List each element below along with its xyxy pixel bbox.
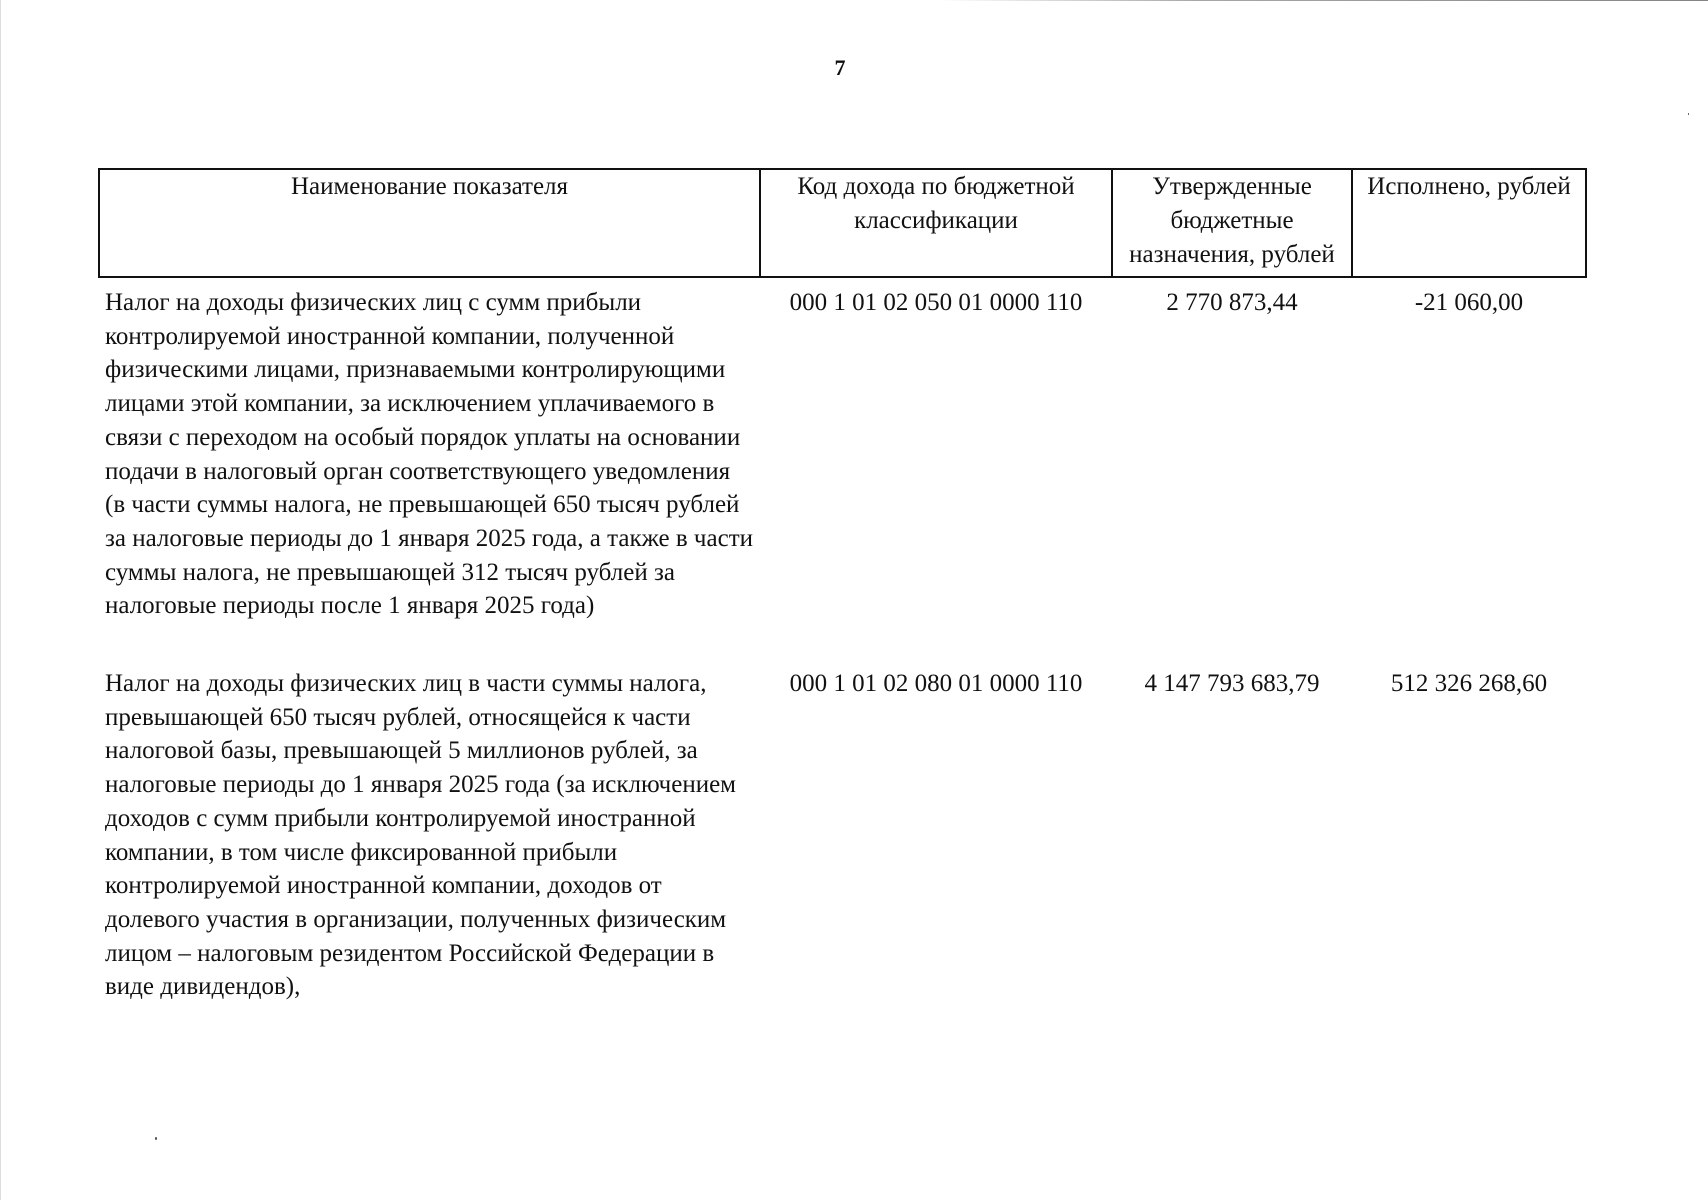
- approved-amount-cell: 2 770 873,44: [1166, 289, 1298, 316]
- budget-income-table: [98, 168, 1587, 1004]
- header-indicator-name: Наименование показателя: [99, 169, 760, 277]
- header-income-code: Код дохода по бюджетной классификации: [760, 169, 1112, 277]
- scan-left-edge: [0, 0, 1, 1200]
- header-executed-amount: Исполнено, рублей: [1352, 169, 1586, 277]
- executed-amount-cell: -21 060,00: [1414, 289, 1524, 316]
- header-row: [99, 169, 1586, 277]
- indicator-name-cell: Налог на доходы физических лиц в части суммы налога, превышающей 650 тысяч рублей, относящейся к части налоговой базы, превышающей 5 миллионов рублей, за налоговые периоды до 1 января 2025 года (за исключением доходов с сумм прибыли контролируемой иностранной компании, в том числе фиксированной прибыли контролируемой иностранной компании, доходов от долевого участия в организации, полученных физическим лицом – налоговым резидентом Российской Федерации в виде дивидендов),: [105, 670, 737, 1001]
- scan-top-edge: [0, 0, 1708, 1]
- header-approved-amount: Утвержденные бюджетные назначения, рублей: [1112, 169, 1352, 277]
- indicator-name-cell: Налог на доходы физических лиц с сумм прибыли контролируемой иностранной компании, полученной физическими лицами, признаваемыми контролирующими лицами этой компании, за исключением уплачиваемого в связи с переходом на особый порядок уплаты на основании подачи в налоговый орган соответствующего уведомления (в части суммы налога, не превышающей 650 тысяч рублей за налоговые периоды до 1 января 2025 года, а также в части суммы налога, не превышающей 312 тысяч рублей за налоговые периоды после 1 января 2025 года): [105, 289, 753, 620]
- income-code-cell: 000 1 01 02 080 01 0000 110: [789, 670, 1083, 698]
- income-code-cell: 000 1 01 02 050 01 0000 110: [789, 289, 1083, 316]
- page-number: 7: [834, 55, 846, 80]
- table-row: [99, 277, 1586, 667]
- scan-speck: [1688, 113, 1689, 115]
- executed-amount-cell: 512 326 268,60: [1390, 670, 1548, 698]
- table-row: [99, 667, 1586, 1004]
- table-body: [99, 277, 1586, 1004]
- scan-speck: [155, 1137, 157, 1140]
- table-header: [99, 169, 1586, 277]
- approved-amount-cell: 4 147 793 683,79: [1144, 670, 1320, 698]
